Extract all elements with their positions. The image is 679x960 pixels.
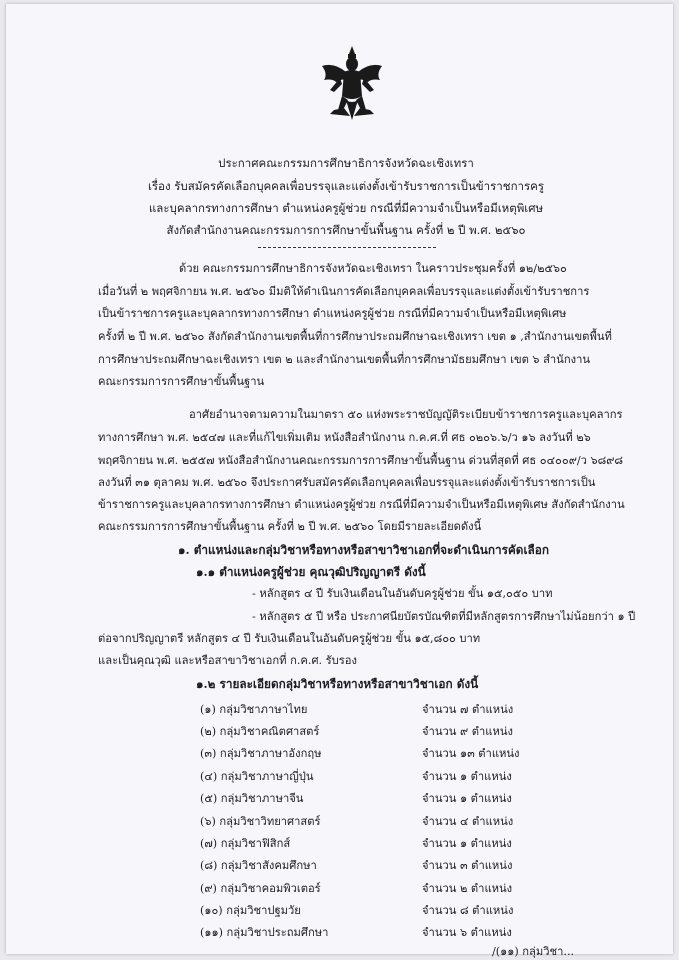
paragraph-2-line: ลงวันที่ ๓๑ ตุลาคม พ.ศ. ๒๕๖๐ จึงประกาศรับสมัครคัดเลือกบุคคลเพื่อบรรจุและแต่งตั้งเข้ารับราชการเป็น (98, 476, 596, 489)
position-subject: (๒) กลุ่มวิชาคณิตศาสตร์ (200, 725, 320, 738)
section-1-1-heading: ๑.๑ ตำแหน่งครูผู้ช่วย คุณวุฒิปริญญาตรี ดังนี้ (196, 565, 426, 579)
position-subject: (๑) กลุ่มวิชาภาษาไทย (200, 703, 308, 716)
position-subject: (๙) กลุ่มวิชาคอมพิวเตอร์ (200, 882, 321, 895)
subject-line-3: สังกัดสำนักงานคณะกรรมการการศึกษาขั้นพื้นฐาน ครั้งที่ ๒ ปี พ.ศ. ๒๕๖๐ (166, 223, 526, 237)
paragraph-2-line: ทางการศึกษา พ.ศ. ๒๕๔๗ และที่แก้ไขเพิ่มเติม หนังสือสำนักงาน ก.ค.ศ.ที่ ศธ ๐๒๐๖.๖/ว ๑๖ ลงวันที่ ๒๖ (98, 431, 591, 444)
position-subject: (๖) กลุ่มวิชาวิทยาศาสตร์ (200, 815, 321, 828)
paragraph-1-line: ด้วย คณะกรรมการศึกษาธิการจังหวัดฉะเชิงเทรา ในคราวประชุมครั้งที่ ๑๒/๒๕๖๐ (179, 262, 567, 275)
position-count: จำนวน ๑ ตำแหน่ง (422, 770, 512, 783)
announcement-title: ประกาศคณะกรรมการศึกษาธิการจังหวัดฉะเชิงเทรา (218, 156, 474, 170)
position-count: จำนวน ๗ ตำแหน่ง (422, 703, 514, 716)
position-count: จำนวน ๑ ตำแหน่ง (422, 792, 512, 805)
qualification-line: - หลักสูตร ๔ ปี รับเงินเดือนในอันดับครูผู้ช่วย ขั้น ๑๕,๐๕๐ บาท (252, 587, 553, 600)
section-1-2-heading: ๑.๒ รายละเอียดกลุ่มวิชาหรือทางหรือสาขาวิชาเอก ดังนี้ (196, 677, 479, 691)
position-subject: (๑๐) กลุ่มวิชาปฐมวัย (200, 904, 301, 917)
paragraph-2-line: คณะกรรมการการศึกษาขั้นพื้นฐาน ครั้งที่ ๒ ปี พ.ศ. ๒๕๖๐ โดยมีรายละเอียดดังนี้ (98, 520, 482, 533)
position-count: จำนวน ๔ ตำแหน่ง (422, 815, 514, 828)
position-subject: (๓) กลุ่มวิชาภาษาอังกฤษ (200, 747, 322, 760)
paragraph-1-line: เป็นข้าราชการครูและบุคลากรทางการศึกษา ตำแหน่งครูผู้ช่วย กรณีที่มีความจำเป็นหรือมีเหตุพิเศษ (98, 307, 567, 320)
paragraph-1-line: ครั้งที่ ๒ ปี พ.ศ. ๒๕๖๐ สังกัดสำนักงานเขตพื้นที่การศึกษาประถมศึกษาฉะเชิงเทรา เขต ๑ ,สำนักงานเขตพื้นที่ (98, 330, 612, 343)
qualification-line: และเป็นคุณวุฒิ และหรือสาขาวิชาเอกที่ ก.ค.ศ. รับรอง (98, 654, 357, 667)
paragraph-1-line: คณะกรรมการการศึกษาขั้นพื้นฐาน (98, 375, 265, 388)
position-count: จำนวน ๒ ตำแหน่ง (422, 882, 513, 895)
position-subject: (๔) กลุ่มวิชาภาษาญี่ปุ่น (200, 770, 314, 783)
document-page (6, 4, 673, 958)
section-1-heading: ๑. ตำแหน่งและกลุ่มวิชาหรือทางหรือสาขาวิชาเอกที่จะดำเนินการคัดเลือก (178, 543, 549, 557)
position-count: จำนวน ๙ ตำแหน่ง (422, 725, 513, 738)
position-count: จำนวน ๖ ตำแหน่ง (422, 926, 512, 939)
position-count: จำนวน ๘ ตำแหน่ง (422, 904, 514, 917)
garuda-emblem-icon (320, 44, 384, 124)
position-count: จำนวน ๓ ตำแหน่ง (422, 859, 513, 872)
header-divider (258, 247, 436, 248)
position-subject: (๘) กลุ่มวิชาสังคมศึกษา (200, 859, 317, 872)
paragraph-1-line: การศึกษาประถมศึกษาฉะเชิงเทรา เขต ๒ และสำนักงานเขตพื้นที่การศึกษามัธยมศึกษา เขต ๖ สำนักงาน (98, 353, 590, 366)
position-subject: (๕) กลุ่มวิชาภาษาจีน (200, 792, 304, 805)
paragraph-2-line: อาศัยอำนาจตามความในมาตรา ๕๐ แห่งพระราชบัญญัติระเบียบข้าราชการครูและบุคลากร (189, 408, 623, 421)
subject-line-1: เรื่อง รับสมัครคัดเลือกบุคคลเพื่อบรรจุและแต่งตั้งเข้ารับราชการเป็นข้าราชการครู (147, 179, 545, 193)
qualification-line: - หลักสูตร ๕ ปี หรือ ประกาศนียบัตรบัณฑิตที่มีหลักสูตรการศึกษาไม่น้อยกว่า ๑ ปี (252, 610, 636, 623)
position-count: จำนวน ๑๓ ตำแหน่ง (422, 747, 520, 760)
qualification-line: ต่อจากปริญญาตรี หลักสูตร ๔ ปี รับเงินเดือนในอันดับครูผู้ช่วย ขั้น ๑๕,๘๐๐ บาท (98, 632, 481, 645)
paragraph-2-line: ข้าราชการครูและบุคลากรทางการศึกษา ตำแหน่งครูผู้ช่วย กรณีที่มีความจำเป็นหรือมีเหตุพิเศษ สังกัดสำนักงาน (98, 498, 625, 511)
position-subject: (๗) กลุ่มวิชาฟิสิกส์ (200, 837, 291, 850)
continuation-note: /(๑๑) กลุ่มวิชา... (492, 945, 575, 958)
paragraph-1-line: เมื่อวันที่ ๒ พฤศจิกายน พ.ศ. ๒๕๖๐ มีมติให้ดำเนินการคัดเลือกบุคคลเพื่อบรรจุและแต่งตั้งเข้ารับราชการ (98, 285, 590, 298)
paragraph-2-line: พฤศจิกายน พ.ศ. ๒๕๕๗ หนังสือสำนักงานคณะกรรมการการศึกษาขั้นพื้นฐาน ด่วนที่สุดที่ ศธ ๐๔๐๐๙/ว ๖๘๙๘ (98, 454, 624, 467)
position-subject: (๑๑) กลุ่มวิชาประถมศึกษา (200, 926, 329, 939)
position-count: จำนวน ๑ ตำแหน่ง (422, 837, 512, 850)
subject-line-2: และบุคลากรทางการศึกษา ตำแหน่งครูผู้ช่วย กรณีที่มีความจำเป็นหรือมีเหตุพิเศษ (148, 201, 544, 215)
